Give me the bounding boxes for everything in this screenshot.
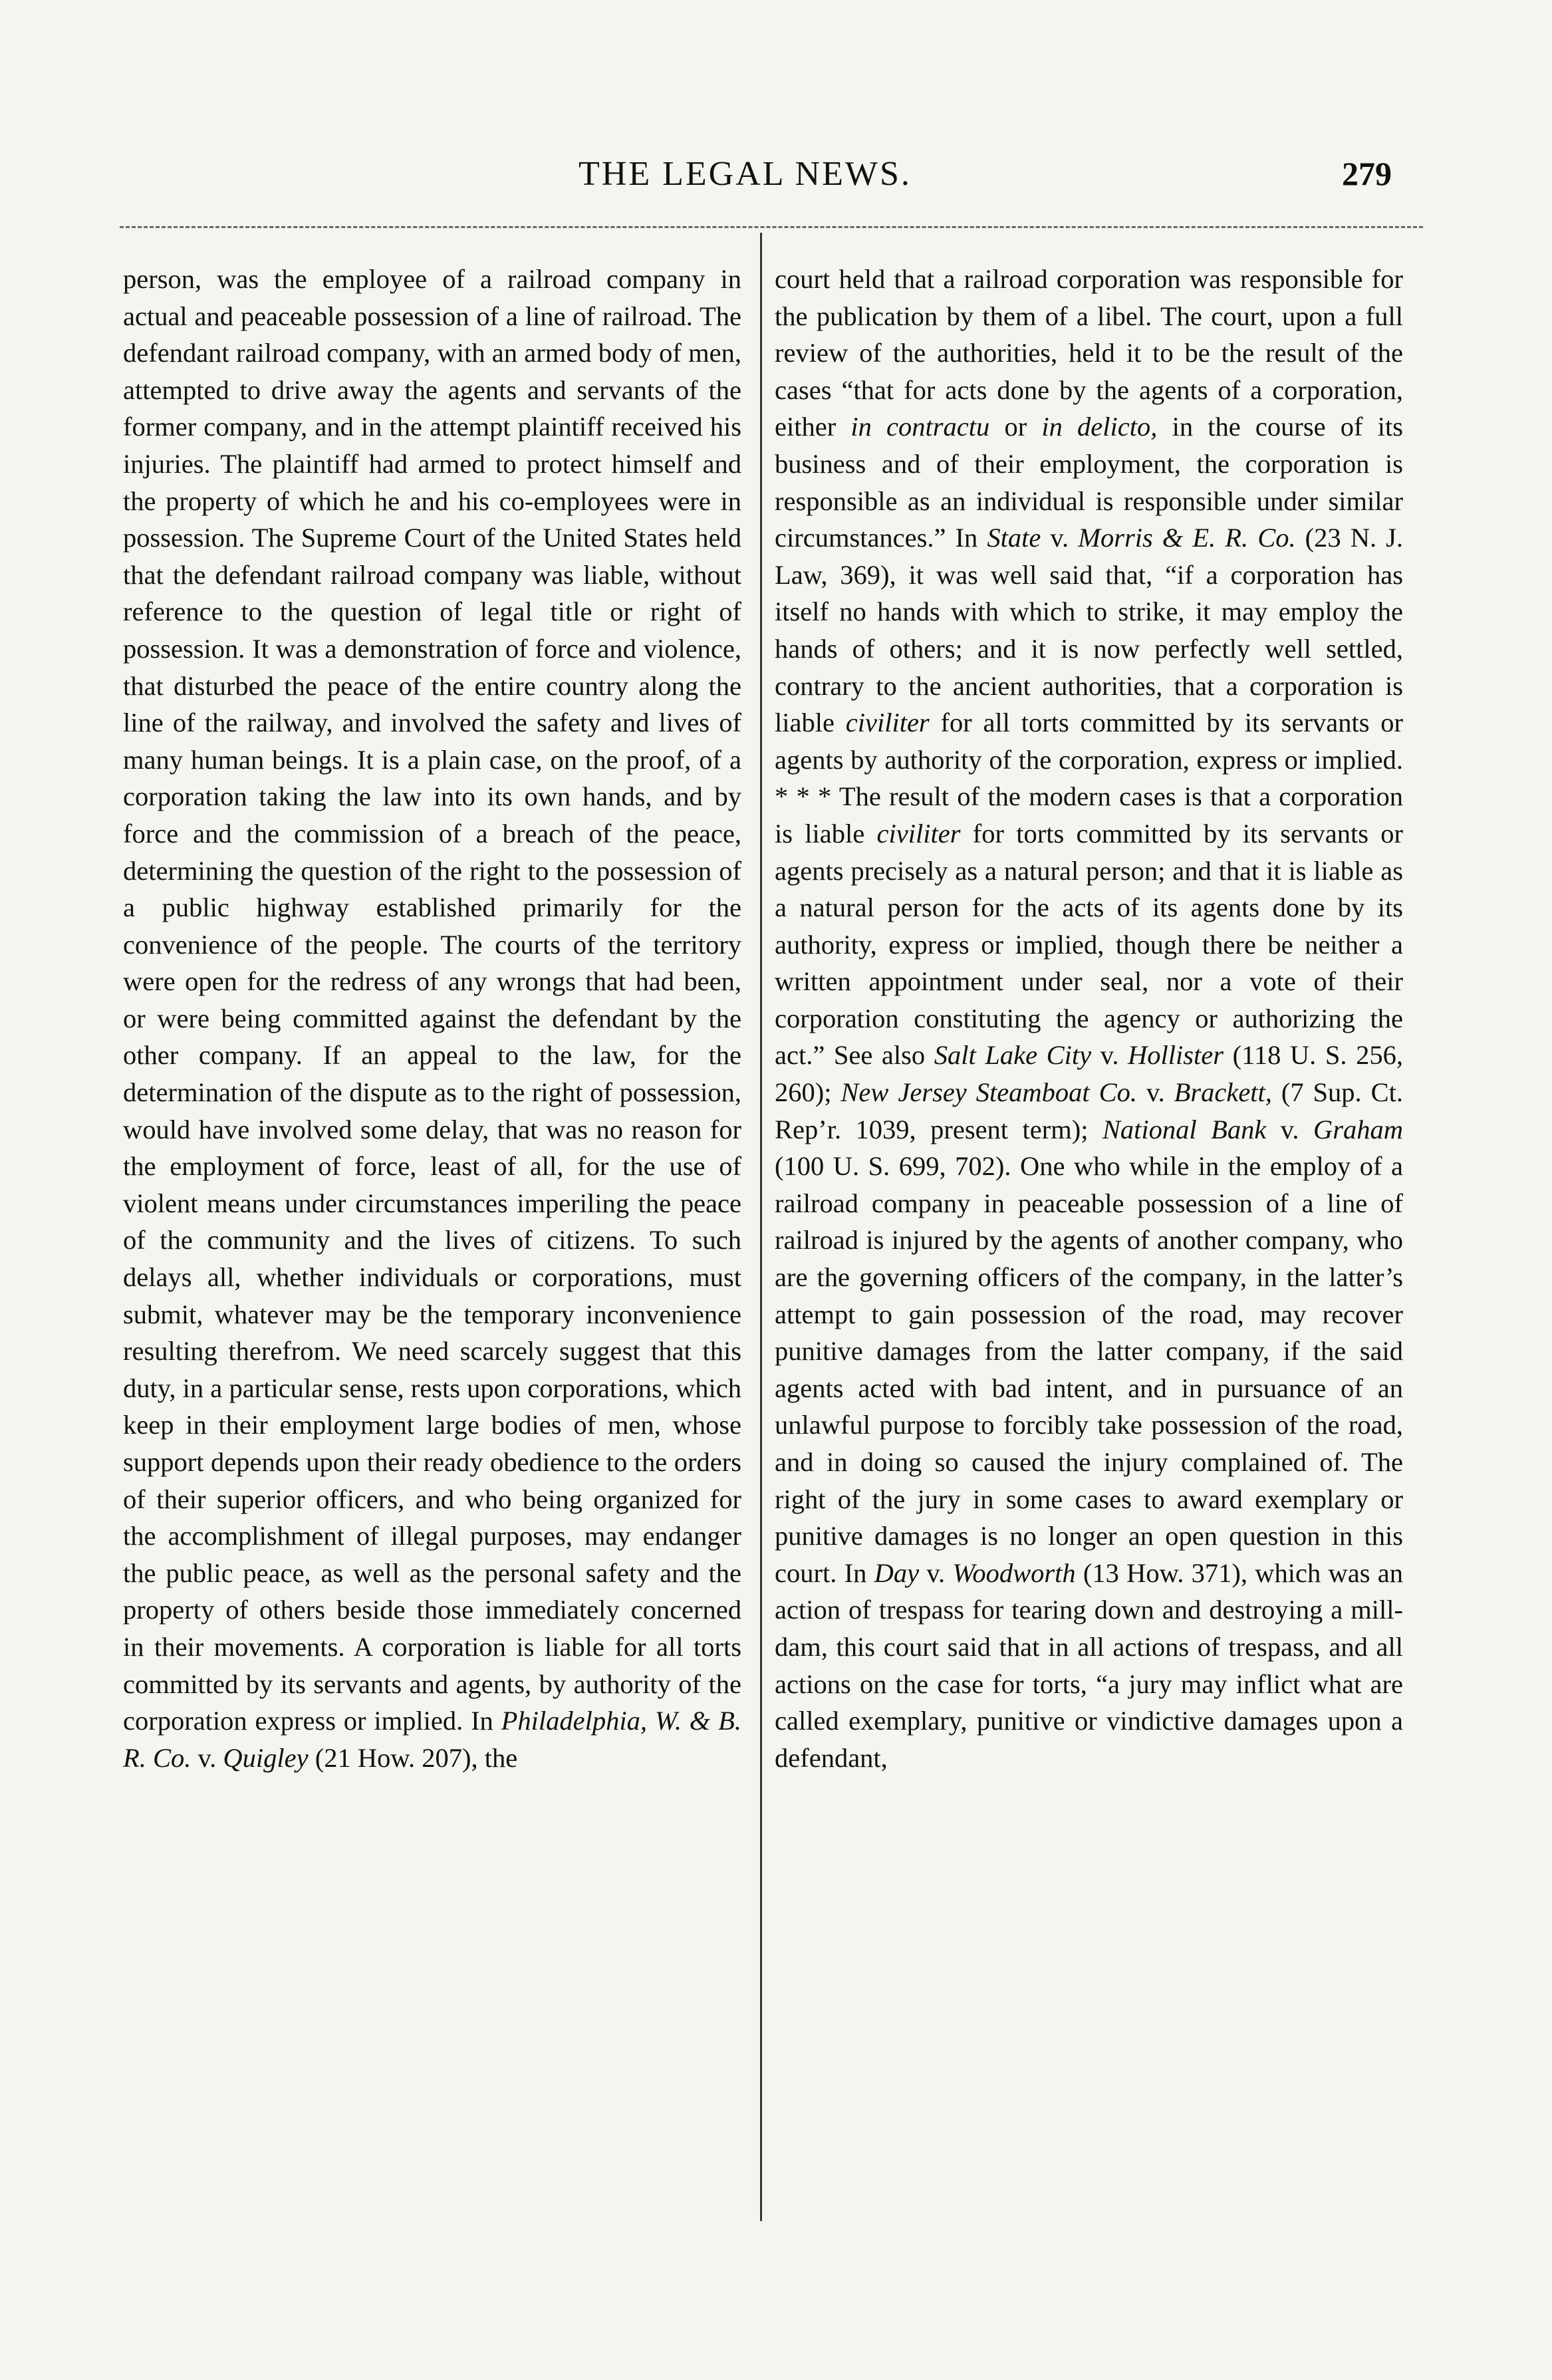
text-run: v. [919, 1557, 953, 1588]
italic-citation: State [987, 523, 1041, 553]
page-number: 279 [1342, 155, 1392, 192]
italic-citation: Hollister [1128, 1040, 1224, 1071]
text-run: (23 N. J. Law, 369), it was well said that, “if a corporation has itself no hands with which to strike, it may employ the hands of others; and it is now perfectly well settled, contrary to the ancient authorities, that a corporation is liable [775, 523, 1404, 738]
italic-citation: Quigley [223, 1742, 309, 1773]
text-run: v. [191, 1742, 223, 1773]
text-run: (100 U. S. 699, 702). One who while in the employ of a railroad company in peaceable possession of a line of railroad is injured by the agents of another company, who are the governing officers of the company, in the latter’s attempt to gain possession of the road, may recover punitive damages from the latter company, if the said agents acted with bad intent, and in pursuance of an unlawful purpose to forcibly take possession of the road, and in doing so caused the injury complained of. The right of the jury in some cases to award exemplary or punitive damages is no longer an open question in this court. In [775, 1151, 1403, 1588]
text-run: v. [1266, 1114, 1313, 1144]
text-run: or [989, 412, 1042, 442]
left-column [123, 261, 741, 1776]
text-run: (21 How. 207), the [308, 1742, 518, 1773]
text-run: in the course of its business and of their employment, the corporation is responsible as an individual is responsible under similar circumstances.” In [775, 412, 1403, 553]
left-column-text [123, 261, 741, 1776]
column-divider [760, 233, 762, 2221]
text-run: for all torts committed by its servants or agents by authority of the corporation, express or implied. * * * The result of the modern cases is that a corporation is liable [775, 708, 1403, 849]
italic-citation: New Jersey Steamboat Co. [841, 1077, 1138, 1108]
text-run: court held that a railroad corporation was responsible for the publication by them of a libel. The court, upon a full review of the authorities, held it to be the result of the cases “that for acts done by the agents of a corporation, either [775, 264, 1403, 442]
text-run: (118 U. S. 256, 260); [775, 1040, 1403, 1108]
right-column-text [775, 261, 1403, 1776]
italic-citation: National Bank [1102, 1114, 1267, 1144]
italic-citation: Brackett, [1174, 1077, 1272, 1108]
italic-citation: in contractu [850, 412, 990, 442]
text-run: (13 How. 371), which was an action of trespass for tearing down and destroying a mill-dam, this court said that in all actions of trespass, and all actions on the case for torts, “a jury may inflict what are called exemplary, punitive or vindictive damages upon a defendant, [775, 1557, 1404, 1773]
italic-citation: civiliter [845, 708, 930, 738]
text-run: v. [1091, 1040, 1128, 1071]
page-header [0, 154, 1552, 207]
text-run: v. [1041, 523, 1079, 553]
header-rule [120, 226, 1423, 228]
italic-citation: Salt Lake City [934, 1040, 1092, 1071]
italic-citation: civiliter [876, 818, 961, 849]
text-run: (7 Sup. Ct. Rep’r. 1039, present term); [775, 1077, 1404, 1144]
text-run: person, was the employee of a railroad company in actual and peaceable possession of a line of railroad. The defendant railroad company, with an armed body of men, attempted to drive away the agents and servants of the former company, and in the attempt plaintiff received his injuries. The plaintiff had armed to protect himself and the property of which he and his co-employees were in possession. The Supreme Court of the United States held that the defendant railroad company was liable, without reference to the question of legal title or right of possession. It was a demonstration of force and violence, that disturbed the peace of the entire country along the line of the railway, and involved the safety and lives of many human beings. It is a plain case, on the proof, of a corporation taking the law into its own hands, and by force and the commission of a breach of the peace, determining the question of the right to the possession of a public highway established primarily for the convenience of the people. The courts of the territory were open for the redress of any wrongs that had been, or were being committed against the defendant by the other company. If an appeal to the law, for the determination of the dispute as to the right of possession, would have involved some delay, that was no reason for the employment of force, least of all, for the use of violent means under circumstances imperiling the peace of the community and the lives of citizens. To such delays all, whether individuals or corporations, must submit, whatever may be the temporary inconvenience resulting therefrom. We need scarcely suggest that this duty, in a particular sense, rests upon corporations, which keep in their employment large bodies of men, whose support depends upon their ready obedience to the orders of their superior officers, and who being organized for the accomplishment of illegal purposes, may endanger the public peace, as well as the personal safety and the property of others beside those immediately concerned in their movements. A corporation is liable for all torts committed by its servants and agents, by authority of the corporation express or implied. In [123, 264, 741, 1736]
italic-citation: Graham [1313, 1114, 1403, 1144]
italic-citation: Morris & E. R. Co. [1078, 523, 1296, 553]
text-run: for torts committed by its servants or agents precisely as a natural person; and that it is liable as a natural person for the acts of its agents done by its authority, express or implied, though there be neither a written appointment under seal, nor a vote of their corporation constituting the agency or authorizing the act.” See also [775, 818, 1403, 1071]
italic-citation: Woodworth [952, 1557, 1076, 1588]
right-column [775, 261, 1403, 1776]
running-title: THE LEGAL NEWS. [579, 155, 912, 193]
italic-citation: Day [874, 1557, 920, 1588]
italic-citation: Philadelphia, W. & B. R. Co. [123, 1706, 741, 1773]
text-run: v. [1137, 1077, 1174, 1108]
italic-citation: in delicto, [1041, 412, 1158, 442]
